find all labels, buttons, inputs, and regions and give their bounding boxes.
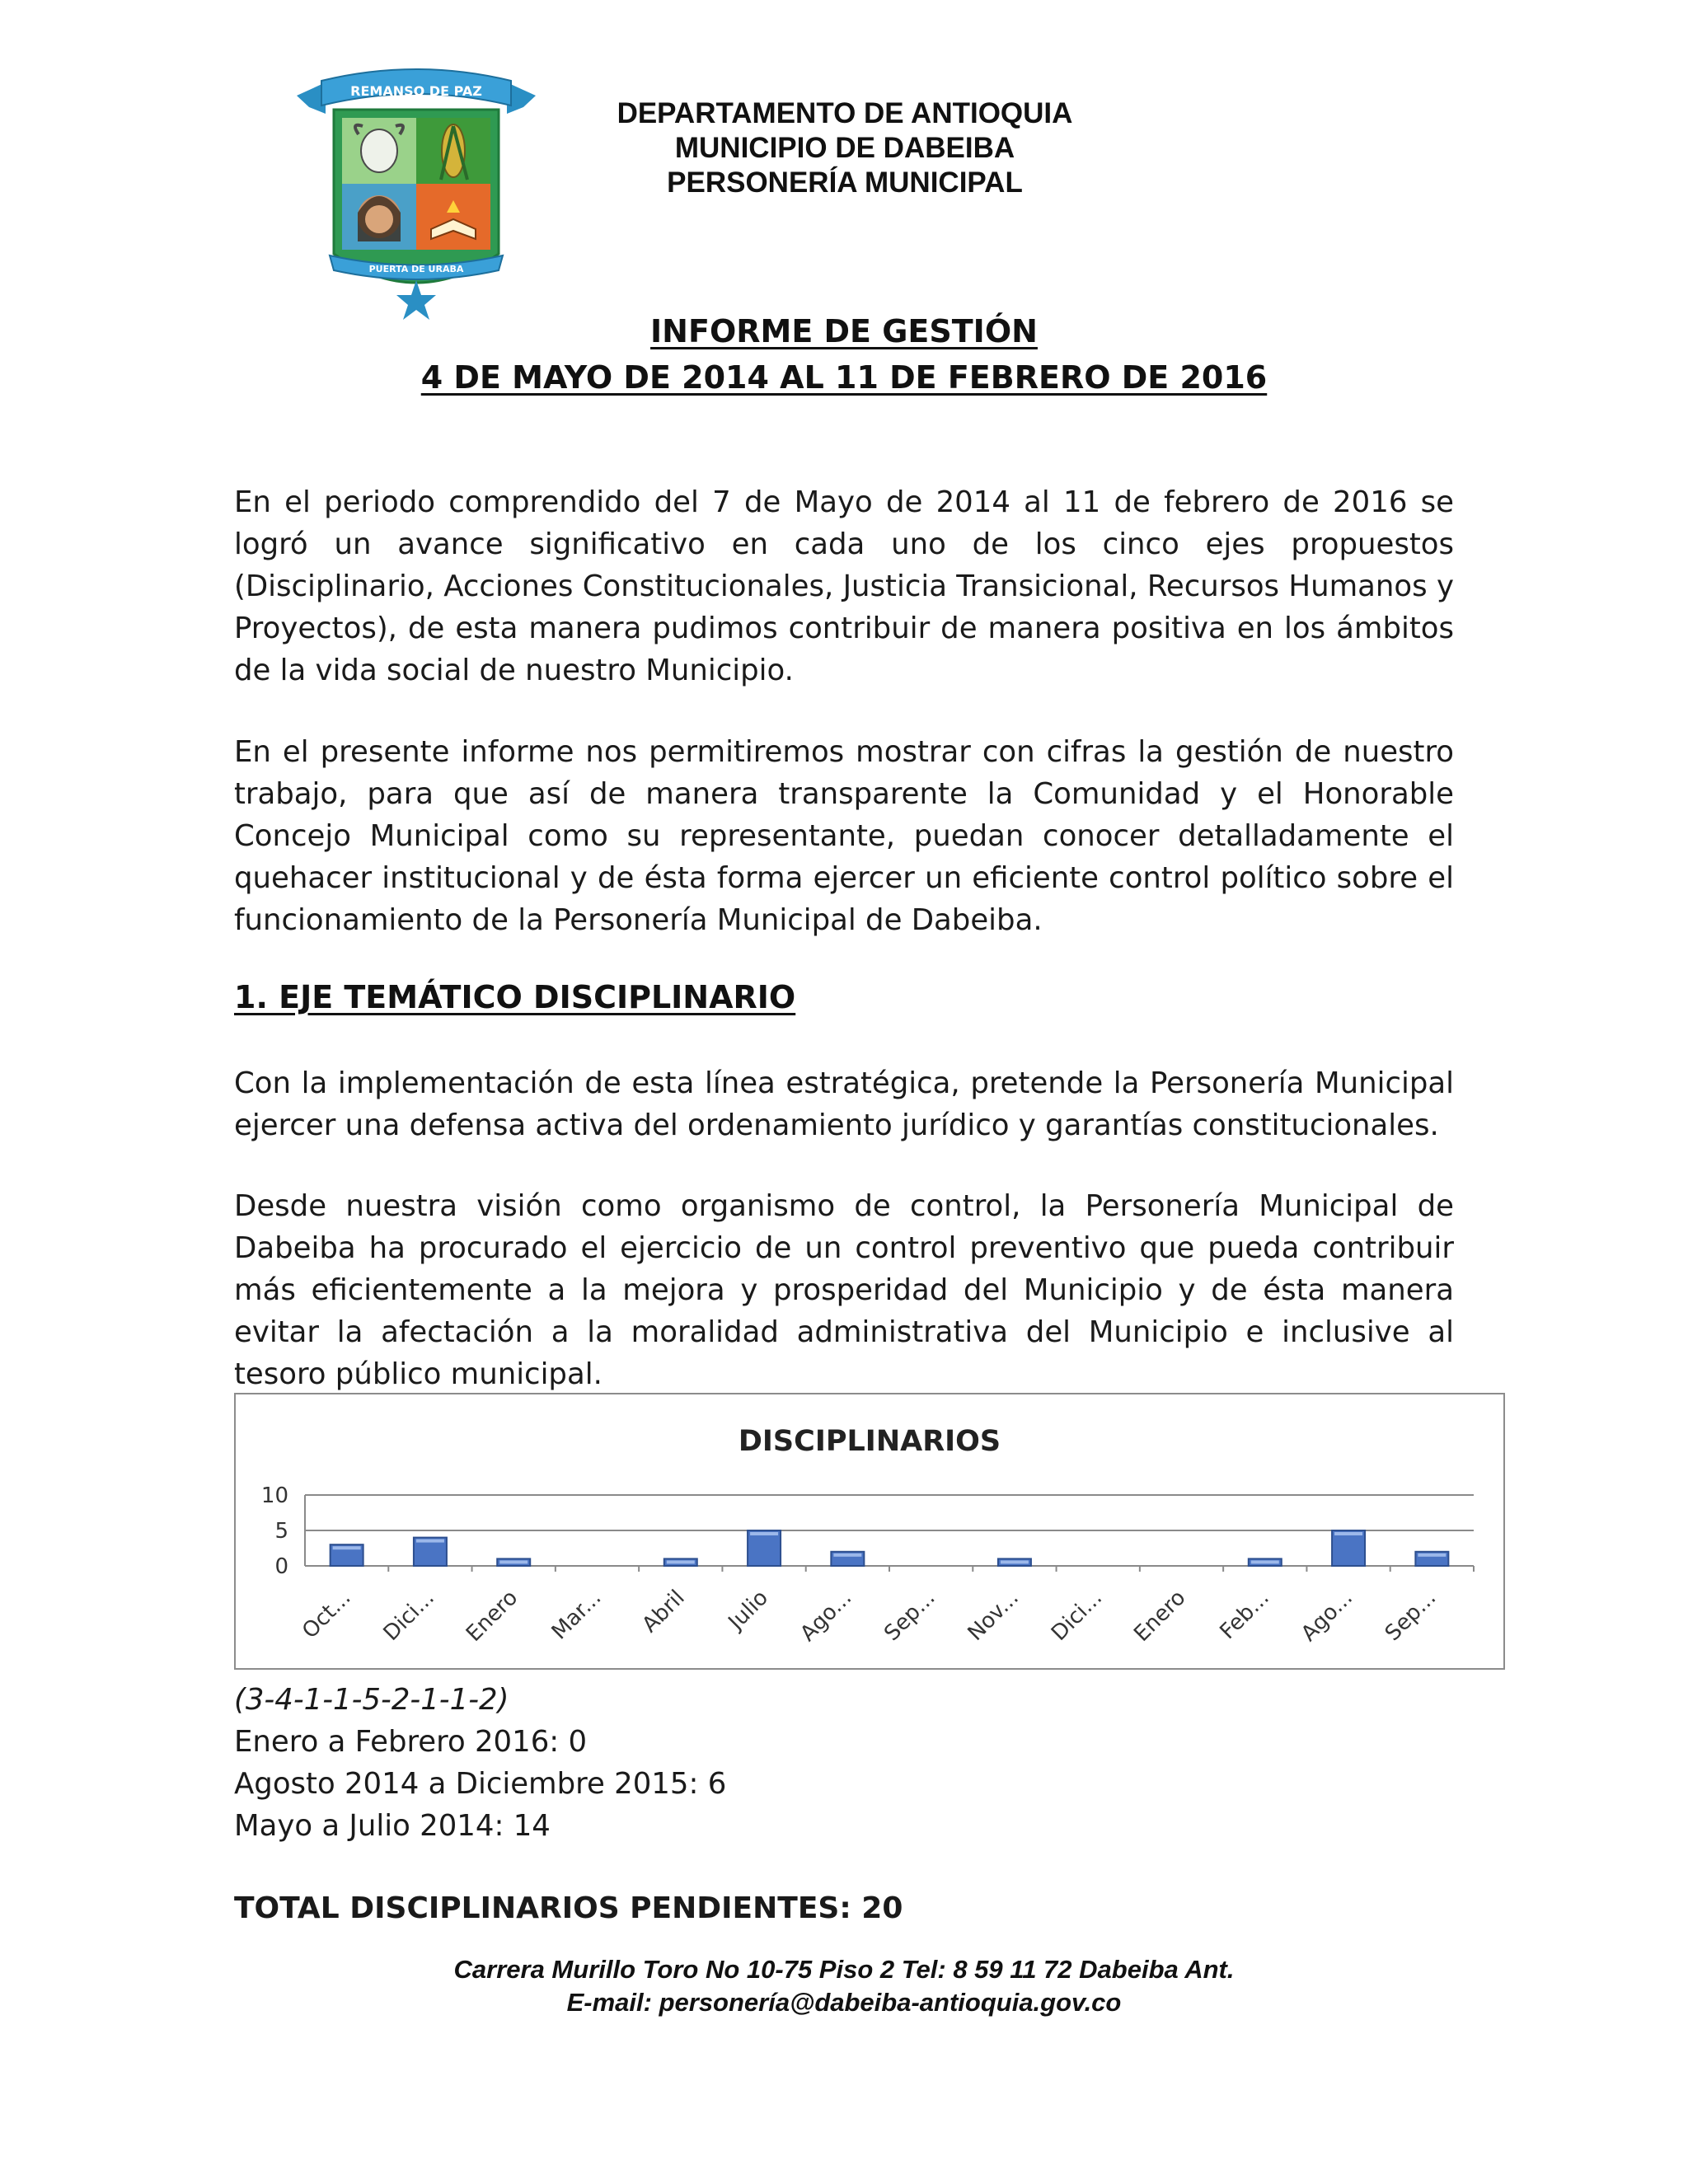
x-category-label: Julio — [724, 1585, 774, 1635]
bar — [748, 1530, 781, 1566]
x-category-label: Ago... — [1296, 1585, 1358, 1647]
chart-canvas — [236, 1394, 1503, 1668]
municipal-crest-logo — [293, 64, 540, 324]
x-category-label: Oct... — [298, 1585, 356, 1644]
chart-title: DISCIPLINARIOS — [738, 1425, 1001, 1458]
header-department: DEPARTAMENTO DE ANTIOQUIA — [617, 97, 1073, 129]
purpose-paragraph: En el presente informe nos permitiremos mostrar con cifras la gestión de nuestro trabajo, para que así de manera transparente la Comunidad y el Honorable Concejo Municipal como su representante, puedan conocer detalladamente el quehacer institucional y de ésta forma ejercer un eficiente control político sobre el funcionamiento de la Personería Municipal de Dabeiba. — [234, 735, 1454, 937]
svg-text:PUERTA DE URABA: PUERTA DE URABA — [368, 264, 464, 274]
total-pending: TOTAL DISCIPLINARIOS PENDIENTES: 20 — [234, 1891, 903, 1925]
x-category-label: Mar... — [546, 1585, 607, 1645]
bar-highlight — [1251, 1560, 1279, 1563]
x-category-label: Ago... — [795, 1585, 857, 1647]
vision-paragraph: Desde nuestra visión como organismo de control, la Personería Municipal de Dabeiba ha procurado el ejercicio de un control preventivo que pueda contribuir más eficientemente a la mejora y prosperidad del Municipio y de ésta manera evitar la afectación a la moralidad administrativa del Municipio e inclusive al tesoro público municipal. — [234, 1189, 1454, 1391]
bar-highlight — [750, 1532, 778, 1535]
section-heading: 1. EJE TEMÁTICO DISCIPLINARIO — [234, 979, 796, 1015]
x-category-label: Sep... — [879, 1585, 940, 1647]
x-category-label: Enero — [1129, 1585, 1191, 1647]
bar-highlight — [1418, 1554, 1446, 1557]
bar-highlight — [667, 1560, 695, 1563]
bar-highlight — [416, 1540, 444, 1543]
bar-highlight — [333, 1546, 361, 1549]
x-category-label: Sep... — [1380, 1585, 1442, 1647]
x-category-label: Dici... — [378, 1585, 439, 1646]
strategy-paragraph: Con la implementación de esta línea estratégica, pretende la Personería Municipal ejercer una defensa activa del ordenamiento jurídico y garantías constitucionales. — [234, 1066, 1454, 1142]
bar-highlight — [1001, 1560, 1029, 1563]
x-category-label: Abril — [637, 1585, 690, 1638]
report-title: INFORME DE GESTIÓN — [650, 313, 1038, 349]
disciplinarios-chart — [234, 1393, 1505, 1670]
y-tick-label: 10 — [260, 1483, 288, 1508]
summary-row: Agosto 2014 a Diciembre 2015: 6 — [234, 1767, 727, 1801]
bar-highlight — [1334, 1532, 1362, 1535]
footer-address: Carrera Murillo Toro No 10-75 Piso 2 Tel: 8 59 11 72 Dabeiba Ant. — [453, 1955, 1235, 1984]
bar — [1332, 1530, 1365, 1566]
y-tick-label: 5 — [274, 1519, 288, 1544]
x-category-label: Nov... — [963, 1585, 1024, 1646]
y-tick-label: 0 — [274, 1554, 288, 1579]
footer-email: E-mail: personería@dabeiba-antioquia.gov.co — [566, 1988, 1122, 2017]
bar-highlight — [499, 1560, 528, 1563]
bar-highlight — [833, 1554, 861, 1557]
x-category-label: Feb... — [1215, 1585, 1274, 1645]
header-municipality: MUNICIPIO DE DABEIBA — [674, 132, 1015, 164]
summary-row: Mayo a Julio 2014: 14 — [234, 1809, 551, 1843]
header-office: PERSONERÍA MUNICIPAL — [667, 166, 1023, 199]
summary-row: Enero a Febrero 2016: 0 — [234, 1725, 588, 1759]
report-period: 4 DE MAYO DE 2014 AL 11 DE FEBRERO DE 2016 — [420, 359, 1268, 396]
sequence-note: (3-4-1-1-5-2-1-1-2) — [234, 1683, 509, 1717]
intro-paragraph: En el periodo comprendido del 7 de Mayo de 2014 al 11 de febrero de 2016 se logró un avance significativo en cada uno de los cinco ejes propuestos (Disciplinario, Acciones Constitucionales, Justicia Transicional, Recursos Humanos y Proyectos), de esta manera pudimos contribuir de manera positiva en los ámbitos de la vida social de nuestro Municipio. — [234, 485, 1454, 687]
x-category-label: Enero — [461, 1585, 523, 1647]
x-category-label: Dici... — [1046, 1585, 1108, 1646]
svg-text:REMANSO DE PAZ: REMANSO DE PAZ — [350, 83, 482, 99]
